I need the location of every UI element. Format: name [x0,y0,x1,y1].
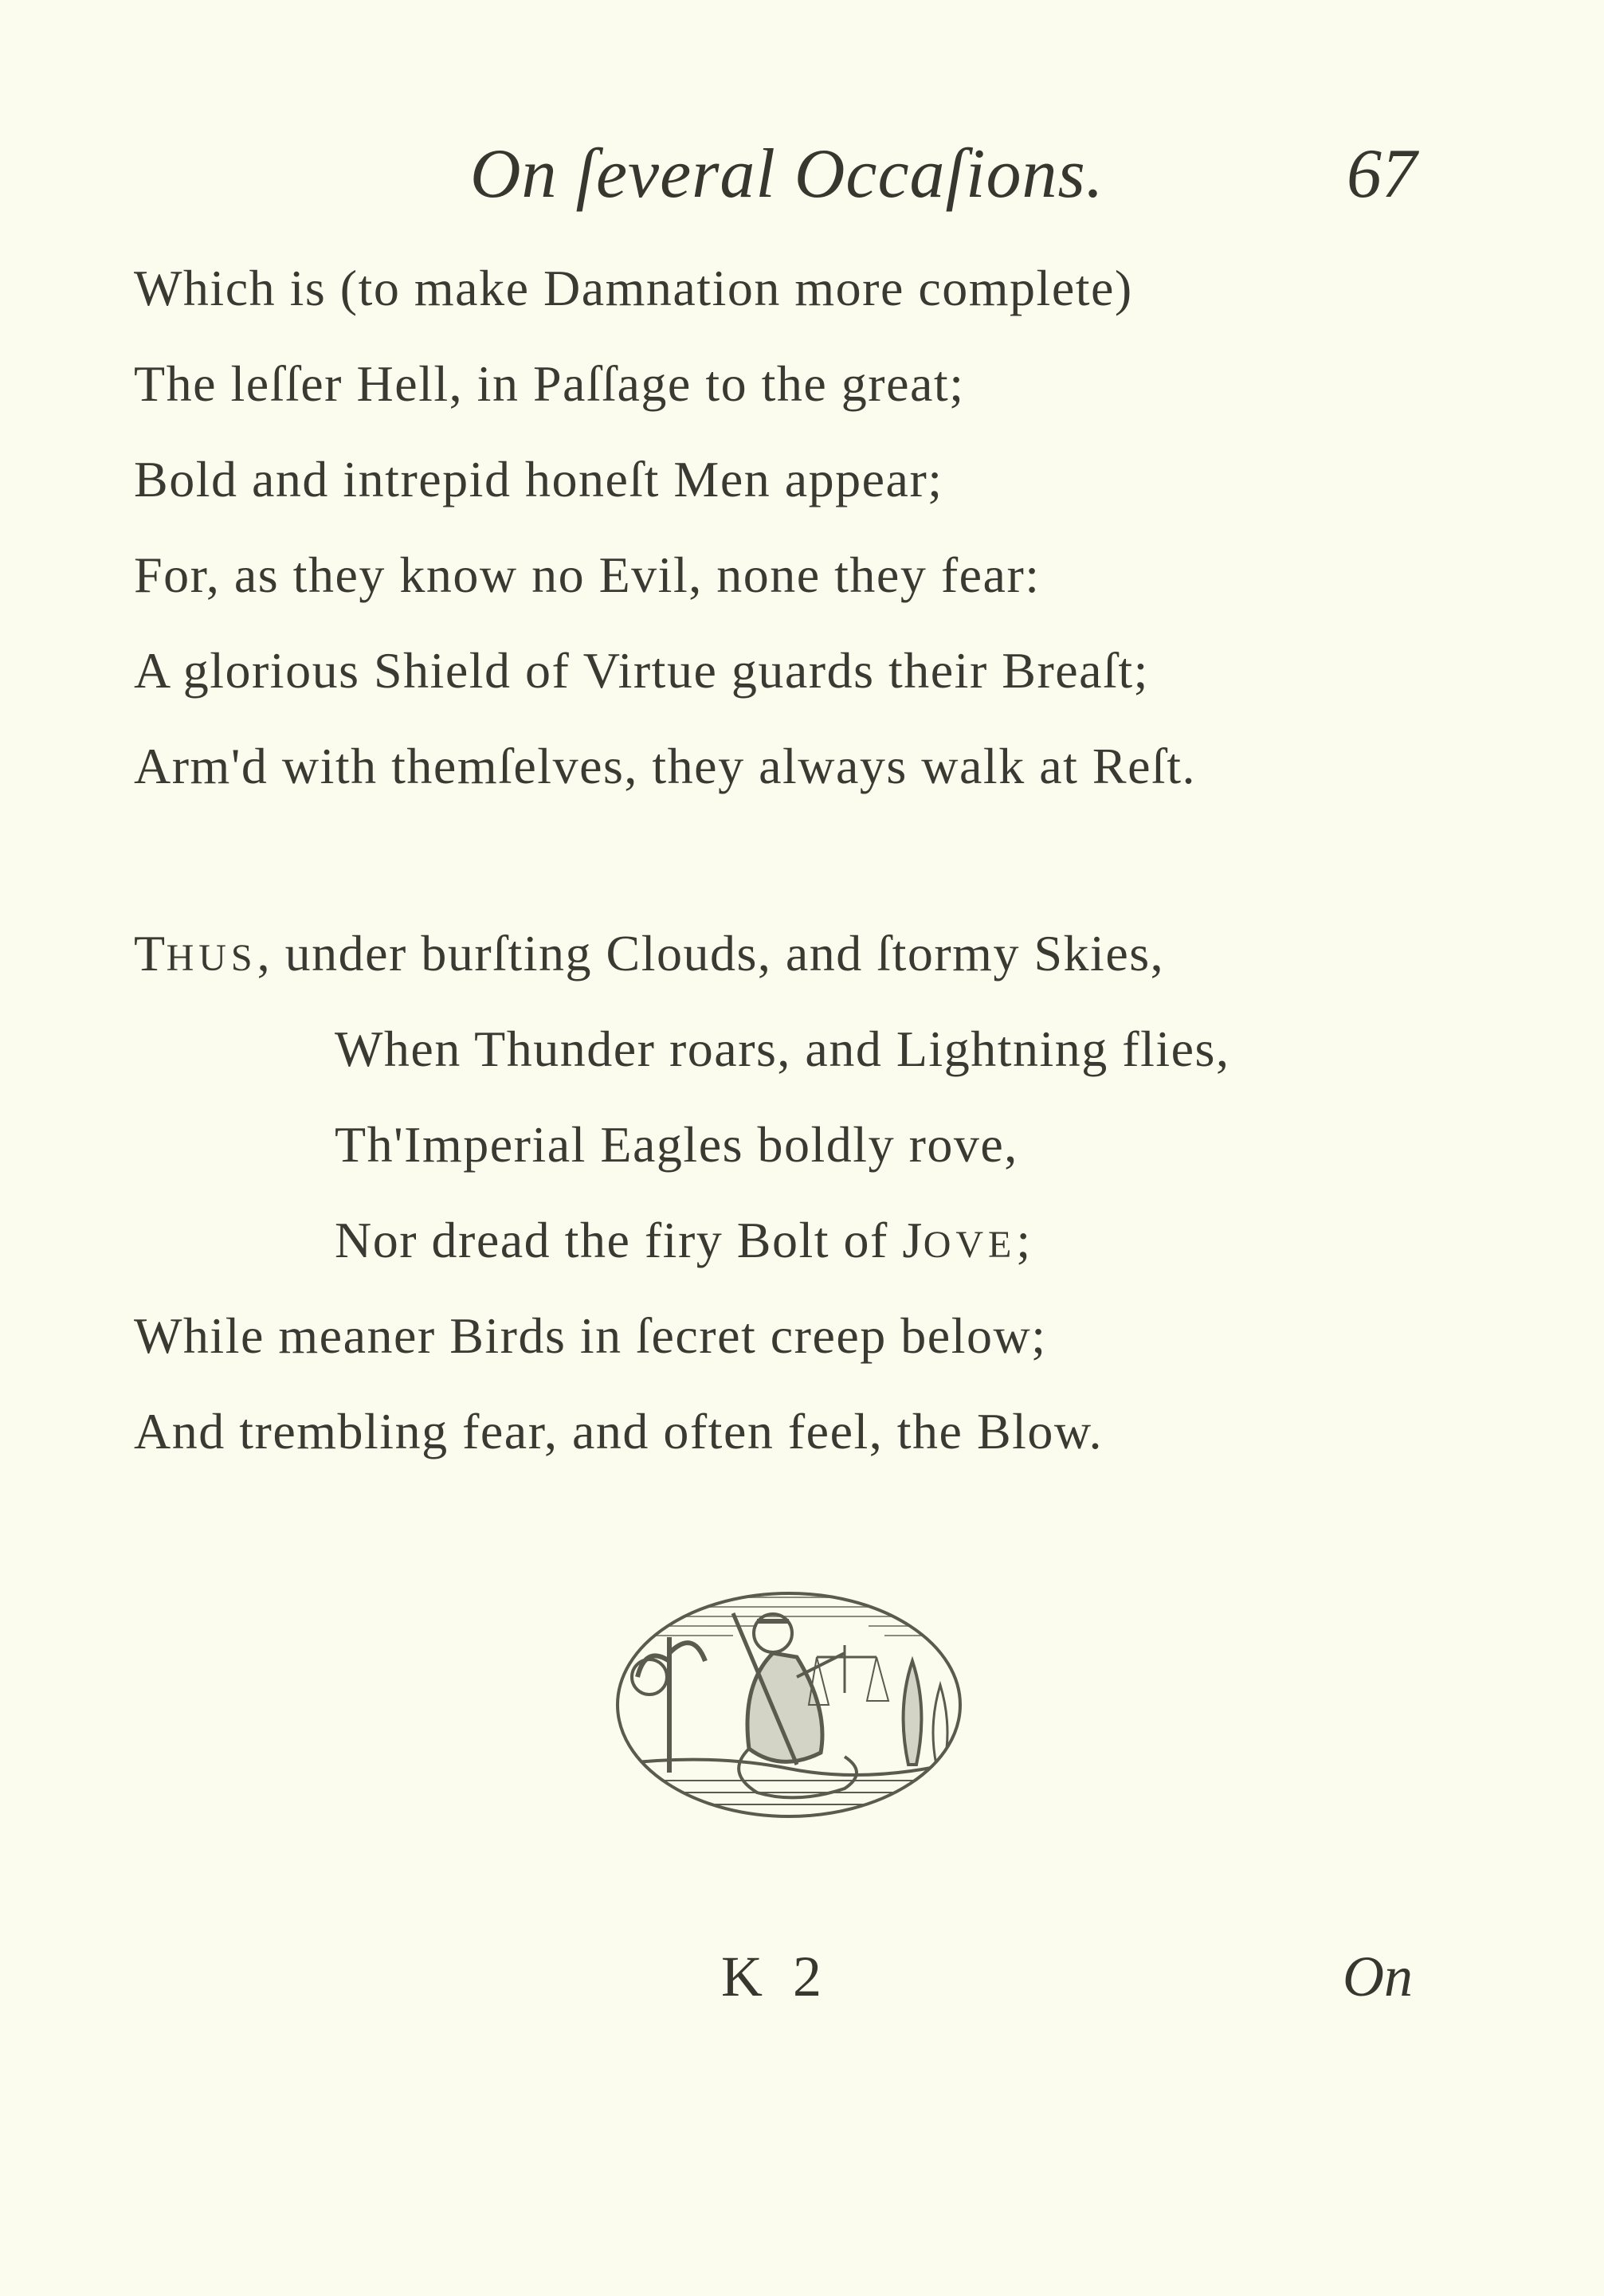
line-end: ; [1016,1212,1032,1268]
poem-line: Bold and intrepid honeſt Men appear; [134,451,943,507]
stanza-line-rest: , under burſting Clouds, and ſtormy Skies, [257,925,1165,981]
poem-line-jove [335,1212,1032,1268]
poem-line: For, as they know no Evil, none they fear: [134,547,1041,603]
poem-line: While meaner Birds in ſecret creep below; [134,1307,1047,1364]
justice-vignette-icon [614,1565,964,1828]
poem-line: Arm'd with themſelves, they always walk at Reſt. [134,738,1197,794]
running-title: On ſeveral Occaſions. [470,135,1104,213]
stanza-initial: T [134,925,167,981]
jove-smallcaps: OVE [923,1224,1017,1266]
poem-line: A glorious Shield of Virtue guards their Breaſt; [134,642,1149,699]
jove-initial: J [902,1212,924,1268]
poem-line: When Thunder roars, and Lightning flies, [335,1021,1230,1077]
line-start: Nor dread the firy Bolt of [335,1212,903,1268]
poem-line: The leſſer Hell, in Paſſage to the great; [134,355,965,412]
poem-line-stanza-opening [134,925,1165,981]
stanza-smallcaps: HUS [166,937,257,979]
page-number: 67 [1347,135,1417,213]
poem-line: Th'Imperial Eagles boldly rove, [335,1116,1018,1173]
poem-line: Which is (to make Damnation more complete) [134,260,1133,316]
signature-mark: K 2 [721,1945,829,2008]
catchword: On [1343,1945,1413,2008]
poem-line: And trembling fear, and often feel, the Blow. [134,1403,1103,1459]
